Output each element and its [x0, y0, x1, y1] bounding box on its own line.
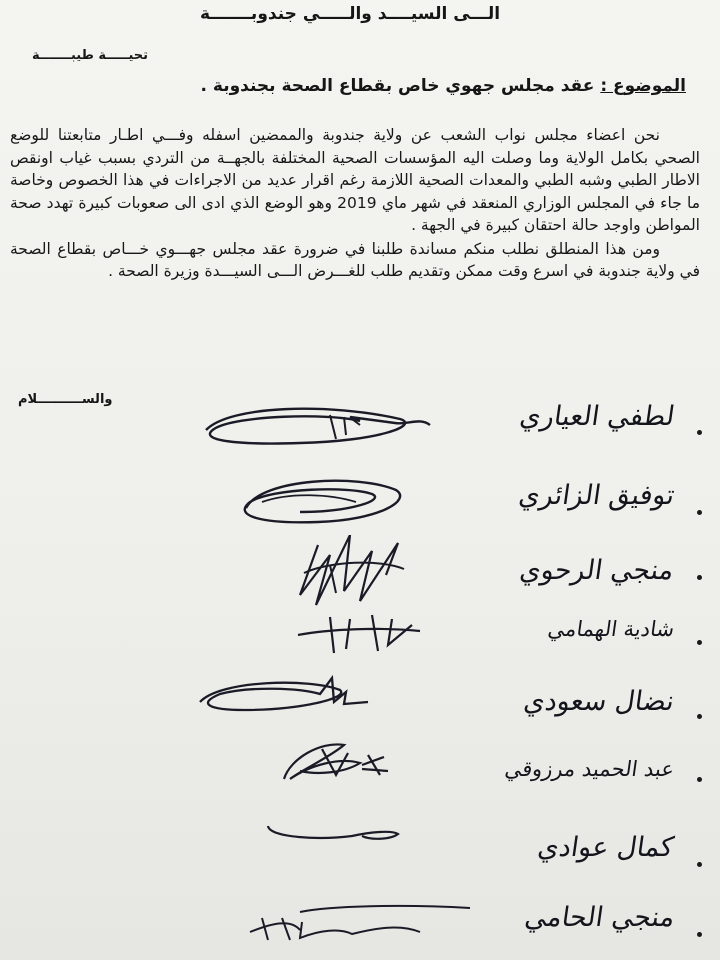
body-paragraph-1: نحن اعضاء مجلس نواب الشعب عن ولاية جندوبة والممضين اسفله وفـــي اطـار متابعتنا للوضع الصحي بكامل الولاية وما وصلت اليه المؤسسات الصحية المختلفة بالجهــة من التردي بسبب غياب اونقص الاطار الطبي وشبه الطبي والمعدات الصحية اللازمة رغم اقرار عديد من الاجراءات في هذا الخصوص وخاصة ما جاء في المجلس الوزاري المنعقد في شهر ماي 2019 وهو الوضع الذي ادى الى صعوبات كبيرة تهدد صحة المواطن واوجد حالة احتقان كبيرة في الجهة .: [10, 126, 700, 234]
signatory-name: كمال عوادي: [536, 832, 677, 863]
signatory-name: منجي الحامي: [522, 902, 677, 933]
signatory-name: توفيق الزائري: [516, 480, 677, 511]
signatory-row: [0, 735, 720, 815]
addressee-line: الـــى السيــــد والـــــي جندوبـــــــة: [199, 4, 501, 24]
signatory-name: لطفي العياري: [517, 401, 677, 432]
bullet-dot: [697, 430, 702, 435]
bullet-dot: [697, 777, 702, 782]
signatory-row: [0, 395, 720, 475]
letter-body: [10, 124, 700, 283]
subject-label: الموضوع :: [600, 76, 686, 96]
bullet-dot: [697, 932, 702, 937]
bullet-dot: [697, 510, 702, 515]
bullet-dot: [697, 862, 702, 867]
bullet-dot: [697, 640, 702, 645]
subject-line: [201, 76, 686, 96]
signatory-name: منجي الرحوي: [518, 555, 677, 586]
closing-line: والســــــــــلام: [18, 392, 113, 407]
signatory-name: شادية الهمامي: [545, 617, 676, 641]
signatory-row: [0, 535, 720, 615]
subject-text: عقد مجلس جهوي خاص بقطاع الصحة بجندوبة .: [200, 76, 601, 96]
signatory-row: [0, 810, 720, 890]
bullet-dot: [697, 575, 702, 580]
body-paragraph-2: ومن هذا المنطلق نطلب منكم مساندة طلبنا في ضرورة عقد مجلس جهـــوي خـــاص بقطاع الصحة في ولاية جندوبة في اسرع وقت ممكن وتقديم طلب للغـــرض الـــى السيـــدة وزيرة الصحة .: [10, 239, 700, 280]
bullet-dot: [697, 714, 702, 719]
greeting-line: تحيـــــة طيبـــــــة: [31, 48, 148, 63]
signatory-row: [0, 888, 720, 960]
signatory-name: عبد الحميد مرزوقي: [503, 757, 676, 781]
signatory-name: نضال سعودي: [521, 686, 677, 717]
